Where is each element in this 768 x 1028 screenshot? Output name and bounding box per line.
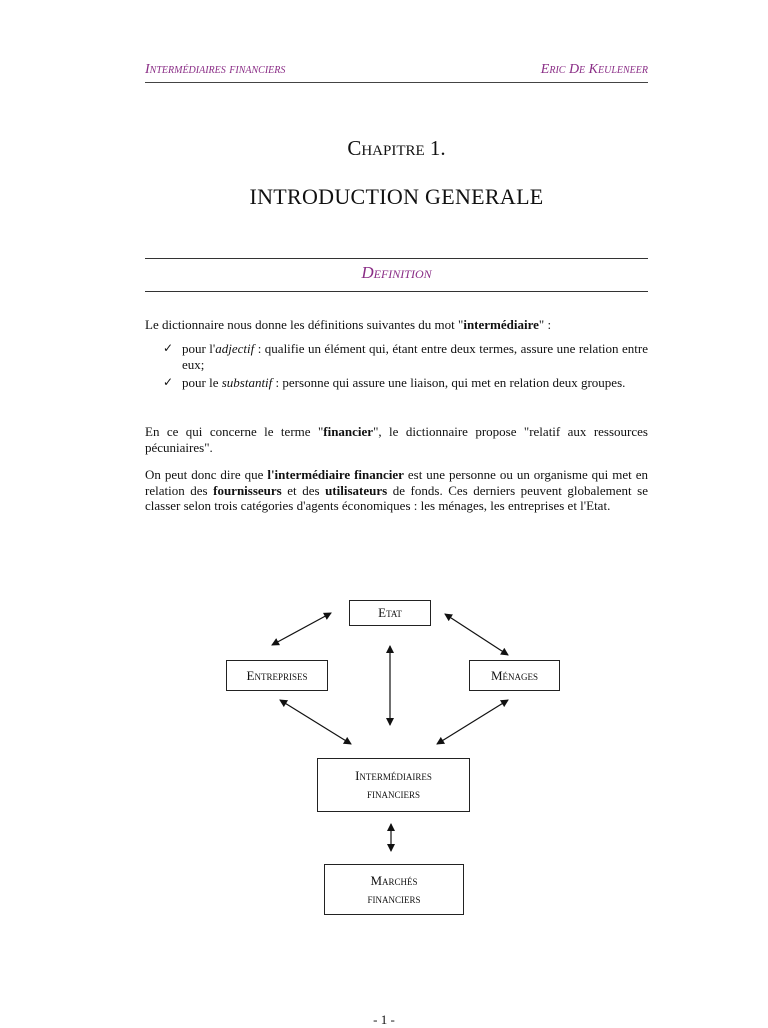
- checkmark-icon: ✓: [163, 375, 174, 389]
- arrow-menages-intermediaires: [437, 700, 508, 744]
- definition-paragraph: On peut donc dire que l'intermédiaire financier est une personne ou un organisme qui met en relation des fournisseurs et des utilisateurs de fonds. Ces derniers peuvent globalement se classer selon trois catégories d'agents économiques : les ménages, les entreprises et l'Etat.: [145, 467, 648, 513]
- checkmark-icon: ✓: [163, 341, 174, 355]
- box-intermediaires: [317, 758, 470, 812]
- box-marches-line1: Marchés: [370, 872, 418, 888]
- box-marches-line2: financiers: [367, 890, 421, 906]
- chapter-label: Chapitre 1.: [347, 136, 446, 160]
- intro-paragraph: Le dictionnaire nous donne les définitions suivantes du mot "intermédiaire" :: [145, 317, 552, 332]
- list-item: ✓ pour le substantif : personne qui assure une liaison, qui met en relation deux groupes.: [163, 375, 626, 390]
- list-item: ✓ pour l'adjectif : qualifie un élément qui, étant entre deux termes, assure une relation entre eux;: [163, 341, 648, 372]
- page-number: - 1 -: [373, 1012, 395, 1027]
- financier-paragraph: En ce qui concerne le terme "financier", le dictionnaire propose "relatif aux ressources pécuniaires".: [145, 424, 648, 455]
- box-etat: [349, 600, 431, 626]
- arrow-etat-menages: [445, 614, 508, 655]
- header-course-title: Intermédiaires financiers: [145, 62, 286, 77]
- box-menages-label: Ménages: [490, 667, 539, 683]
- section-heading: Definition: [145, 258, 648, 292]
- box-marches: [324, 864, 464, 915]
- header-author: Eric De Keuleneer: [540, 62, 648, 77]
- box-entreprises-label: Entreprises: [246, 667, 308, 683]
- box-menages: [469, 660, 560, 691]
- box-intermediaires-line1: Intermédiaires: [355, 768, 432, 783]
- page-title: INTRODUCTION GENERALE: [249, 184, 544, 209]
- arrow-entreprises-etat: [272, 613, 331, 645]
- box-entreprises: [226, 660, 328, 691]
- box-etat-label: Etat: [378, 605, 402, 620]
- box-intermediaires-line2: financiers: [366, 786, 420, 801]
- arrow-entreprises-intermediaires: [280, 700, 351, 744]
